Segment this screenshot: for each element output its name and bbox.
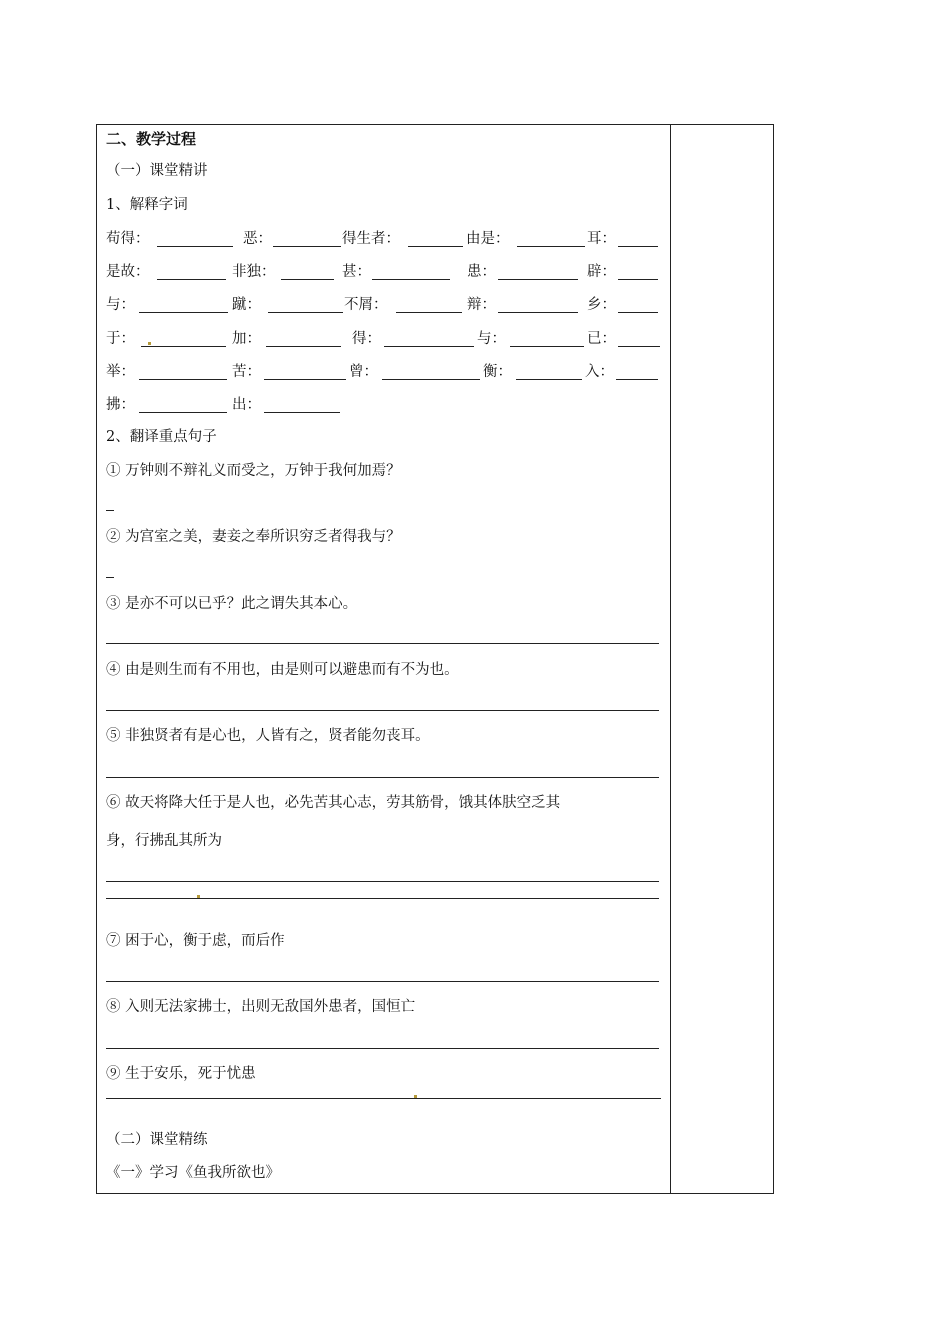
word-label: 苟得：	[106, 231, 150, 247]
answer-blank[interactable]	[372, 279, 450, 280]
sentence-3: ③ 是亦不可以已乎？此之谓失其本心。	[106, 596, 358, 612]
answer-blank[interactable]	[268, 312, 343, 313]
answer-line[interactable]	[106, 777, 659, 778]
word-label: 患：	[467, 264, 496, 280]
word-label: 辟：	[587, 264, 616, 280]
answer-line[interactable]	[106, 1098, 661, 1099]
word-label: 出：	[232, 397, 261, 413]
part1-title: （一）课堂精讲	[106, 163, 208, 179]
answer-blank[interactable]	[273, 246, 341, 247]
word-label: 是故：	[106, 264, 150, 280]
q2-title: 2、翻译重点句子	[106, 429, 217, 445]
word-label: 入：	[585, 364, 614, 380]
answer-blank[interactable]	[498, 279, 578, 280]
answer-blank[interactable]	[618, 346, 660, 347]
answer-line[interactable]	[106, 881, 659, 882]
answer-blank[interactable]	[266, 346, 341, 347]
lesson-table	[96, 124, 774, 1194]
answer-blank[interactable]	[281, 279, 334, 280]
word-label: 曾：	[349, 364, 378, 380]
answer-blank[interactable]	[616, 379, 658, 380]
answer-blank[interactable]	[618, 279, 658, 280]
sentence-5: ⑤ 非独贤者有是心也，人皆有之，贤者能勿丧耳。	[106, 728, 430, 744]
column-divider	[670, 125, 671, 1193]
word-label: 拂：	[106, 397, 135, 413]
word-label: 甚：	[342, 264, 371, 280]
ink-speck	[148, 342, 151, 345]
answer-blank[interactable]	[618, 246, 658, 247]
sentence-1: ① 万钟则不辩礼义而受之，万钟于我何加焉？	[106, 463, 401, 479]
sentence-6: ⑥ 故天将降大任于是人也，必先苦其心志，劳其筋骨，饿其体肤空乏其	[106, 795, 561, 811]
word-label: 得：	[352, 331, 381, 347]
part2-subtitle: 《一》学习《鱼我所欲也》	[106, 1165, 280, 1181]
word-label: 与：	[477, 331, 506, 347]
word-label: 由是：	[466, 231, 510, 247]
sentence-8: ⑧ 入则无法家拂士，出则无敌国外患者，国恒亡	[106, 999, 416, 1015]
word-label: 衡：	[483, 364, 512, 380]
answer-blank[interactable]	[264, 379, 346, 380]
word-label: 苦：	[232, 364, 261, 380]
part2-title: （二）课堂精练	[106, 1132, 208, 1148]
answer-blank[interactable]	[396, 312, 462, 313]
word-label: 恶：	[243, 231, 272, 247]
answer-blank[interactable]	[510, 346, 584, 347]
word-label: 举：	[106, 364, 135, 380]
answer-blank[interactable]	[382, 379, 480, 380]
word-label: 得生者：	[342, 231, 400, 247]
word-label: 加：	[232, 331, 261, 347]
ink-speck	[197, 895, 200, 898]
answer-blank[interactable]	[517, 246, 585, 247]
sentence-9: ⑨ 生于安乐，死于忧患	[106, 1066, 256, 1082]
section-title: 二、教学过程	[106, 130, 197, 148]
word-label: 于：	[106, 331, 135, 347]
sentence-6-cont: 身，行拂乱其所为	[106, 833, 222, 849]
answer-dash[interactable]	[106, 510, 114, 511]
answer-dash[interactable]	[106, 577, 114, 578]
q1-title: 1、解释字词	[106, 197, 188, 213]
answer-line[interactable]	[106, 898, 659, 899]
answer-blank[interactable]	[408, 246, 463, 247]
lesson-content	[97, 125, 670, 1193]
word-label: 已：	[587, 331, 616, 347]
answer-blank[interactable]	[618, 312, 658, 313]
answer-blank[interactable]	[139, 412, 227, 413]
word-label: 非独：	[232, 264, 276, 280]
word-label: 乡：	[587, 297, 616, 313]
answer-blank[interactable]	[139, 312, 228, 313]
answer-blank[interactable]	[139, 379, 227, 380]
answer-line[interactable]	[106, 643, 659, 644]
sentence-2: ② 为宫室之美，妻妾之奉所识穷乏者得我与？	[106, 529, 401, 545]
answer-line[interactable]	[106, 1048, 659, 1049]
word-label: 辩：	[467, 297, 496, 313]
answer-line[interactable]	[106, 981, 659, 982]
word-label: 耳：	[587, 231, 616, 247]
answer-blank[interactable]	[157, 246, 233, 247]
answer-blank[interactable]	[516, 379, 582, 380]
answer-blank[interactable]	[264, 412, 340, 413]
word-label: 与：	[106, 297, 135, 313]
word-label: 蹴：	[232, 297, 261, 313]
sentence-4: ④ 由是则生而有不用也，由是则可以避患而有不为也。	[106, 662, 459, 678]
answer-blank[interactable]	[498, 312, 578, 313]
word-label: 不屑：	[344, 297, 388, 313]
answer-blank[interactable]	[157, 279, 226, 280]
answer-blank[interactable]	[384, 346, 474, 347]
answer-blank[interactable]	[141, 346, 226, 347]
answer-line[interactable]	[106, 710, 659, 711]
ink-speck	[414, 1095, 417, 1098]
sentence-7: ⑦ 困于心，衡于虑，而后作	[106, 933, 285, 949]
